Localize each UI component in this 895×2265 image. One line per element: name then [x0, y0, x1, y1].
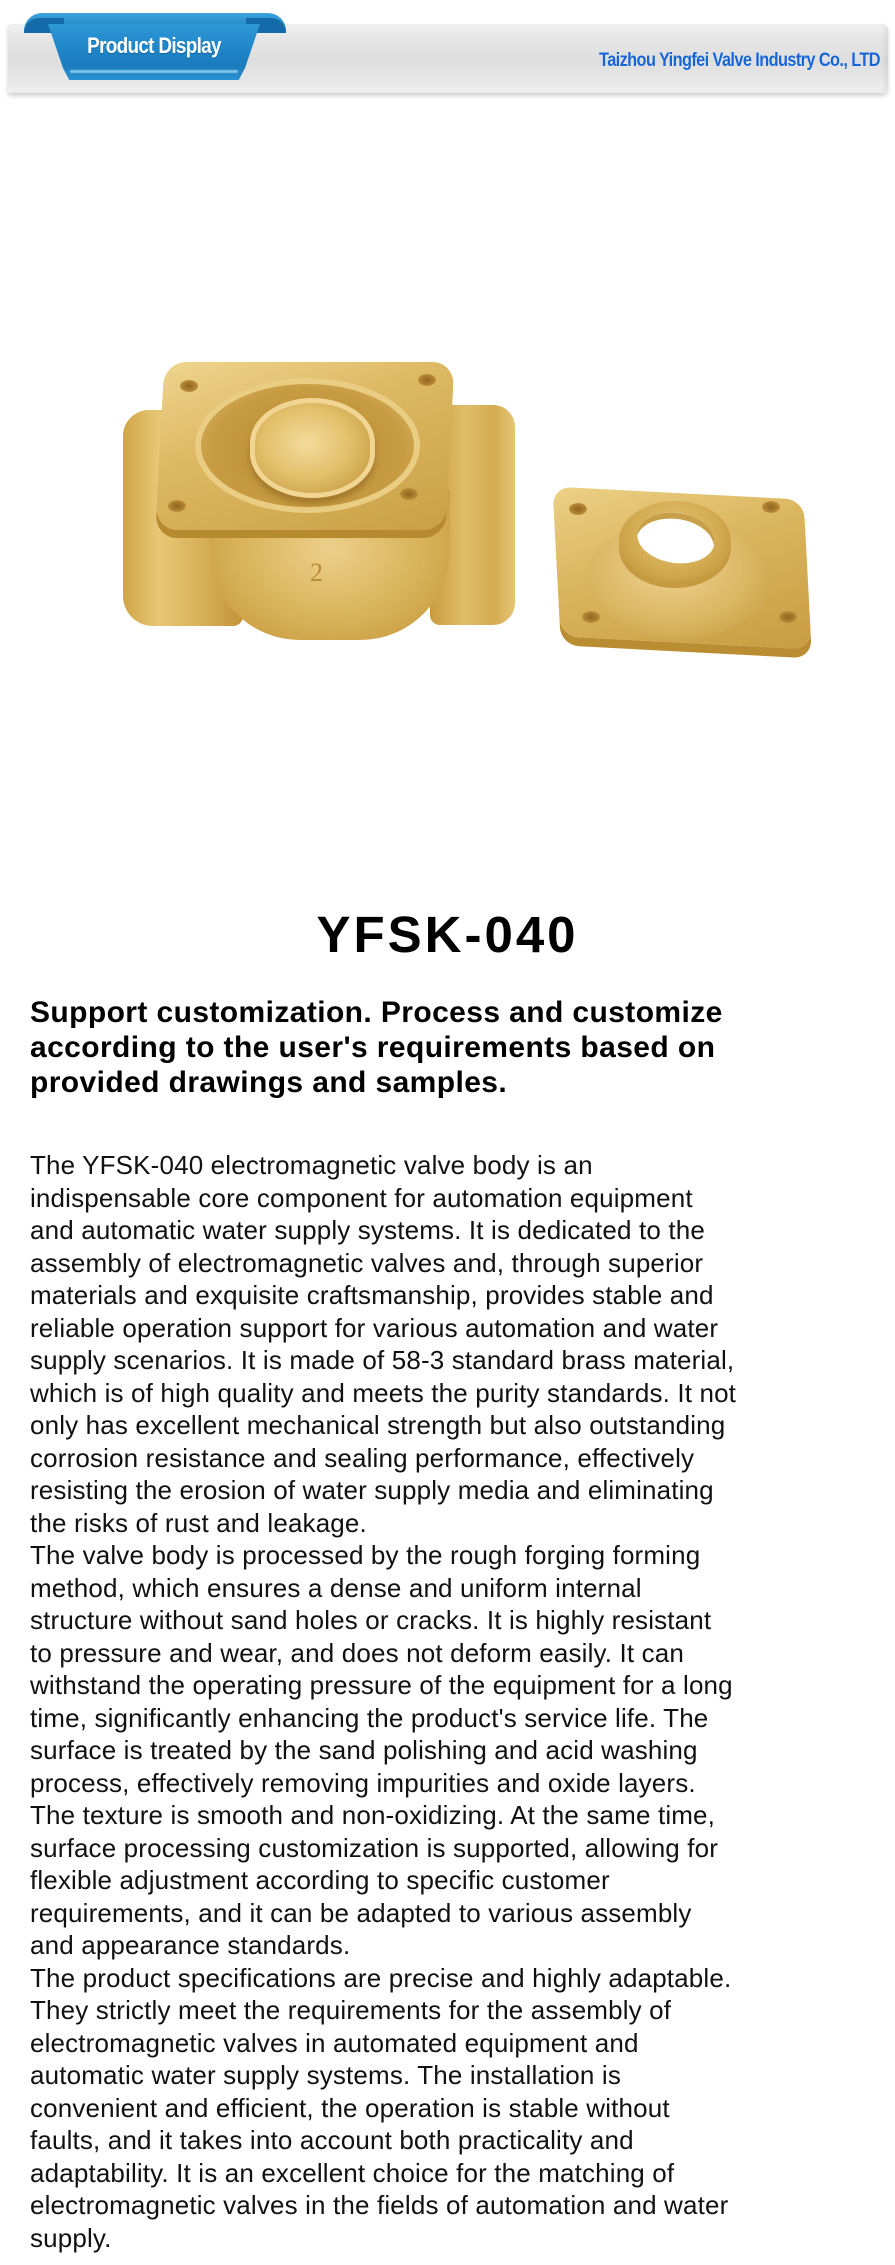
bolt-hole-icon	[569, 503, 587, 515]
product-model-title: YFSK-040	[316, 906, 579, 963]
description-line: indispensable core component for automation equipment	[30, 1182, 693, 1213]
description-line: requirements, and it can be adapted to various assembly	[30, 1897, 692, 1928]
description-line: time, significantly enhancing the product's service life. The	[30, 1702, 709, 1733]
description-line: only has excellent mechanical strength but also outstanding	[30, 1410, 726, 1440]
description-line: convenient and efficient, the operation is stable without	[30, 2092, 670, 2123]
description-line: The valve body is processed by the rough forging forming	[30, 1540, 701, 1570]
description-line: supply.	[30, 2222, 112, 2253]
customization-subtitle	[30, 995, 880, 1100]
description-line: The texture is smooth and non-oxidizing. At the same time,	[30, 1800, 716, 1830]
description-line: assembly of electromagnetic valves and, through superior	[30, 1247, 704, 1278]
description-line: corrosion resistance and sealing performance, effectively	[30, 1442, 695, 1473]
bolt-hole-icon	[779, 611, 797, 623]
valve-body-inner-tube	[250, 398, 375, 498]
description-line: which is of high quality and meets the purity standards. It not	[30, 1377, 737, 1408]
description-line: supply scenarios. It is made of 58-3 standard brass material,	[30, 1345, 735, 1375]
product-photo	[100, 340, 820, 680]
description-line: electromagnetic valves in automated equipment and	[30, 2027, 639, 2058]
description-line: to pressure and wear, and does not deform easily. It can	[30, 1637, 684, 1668]
description-line: They strictly meet the requirements for the assembly of	[30, 1995, 672, 2025]
description-line: faults, and it takes into account both practicality and	[30, 2125, 634, 2155]
flange-cover	[557, 493, 807, 652]
ribbon-gloss	[70, 70, 238, 73]
subtitle-line: Support customization. Process and customize	[30, 996, 723, 1029]
description-line: reliable operation support for various automation and water	[30, 1312, 719, 1343]
embossed-mark: 2	[310, 558, 323, 587]
description-line: and appearance standards.	[30, 1930, 351, 1960]
description-line: automatic water supply systems. The installation is	[30, 2060, 621, 2090]
bolt-hole-icon	[418, 374, 436, 386]
description-line: electromagnetic valves in the fields of automation and water	[30, 2190, 729, 2220]
description-line: the risks of rust and leakage.	[30, 1507, 367, 1538]
bolt-hole-icon	[180, 380, 198, 392]
product-description	[30, 1149, 880, 2254]
description-line: and automatic water supply systems. It is dedicated to the	[30, 1215, 705, 1245]
company-name: Taizhou Yingfei Valve Industry Co., LTD	[599, 50, 880, 71]
bolt-hole-icon	[400, 488, 418, 500]
subtitle-line: provided drawings and samples.	[30, 1066, 508, 1099]
description-line: structure without sand holes or cracks. It is highly resistant	[30, 1605, 712, 1635]
description-line: The YFSK-040 electromagnetic valve body is an	[30, 1150, 593, 1180]
description-line: materials and exquisite craftsmanship, provides stable and	[30, 1280, 714, 1310]
subtitle-line: according to the user's requirements based on	[30, 1031, 716, 1064]
description-line: The product specifications are precise and highly adaptable.	[30, 1962, 732, 1993]
ribbon-label: Product Display	[87, 33, 221, 58]
bolt-hole-icon	[762, 501, 780, 513]
description-line: process, effectively removing impurities and oxide layers.	[30, 1767, 696, 1798]
description-line: surface processing customization is supported, allowing for	[30, 1832, 719, 1863]
description-line: method, which ensures a dense and uniform internal	[30, 1572, 642, 1603]
description-line: resisting the erosion of water supply media and eliminating	[30, 1475, 714, 1505]
description-line: adaptability. It is an excellent choice for the matching of	[30, 2157, 675, 2188]
bolt-hole-icon	[582, 611, 600, 623]
description-line: withstand the operating pressure of the equipment for a long	[30, 1670, 733, 1700]
bolt-hole-icon	[168, 500, 186, 512]
description-line: flexible adjustment according to specific customer	[30, 1865, 610, 1895]
description-line: surface is treated by the sand polishing and acid washing	[30, 1735, 698, 1765]
